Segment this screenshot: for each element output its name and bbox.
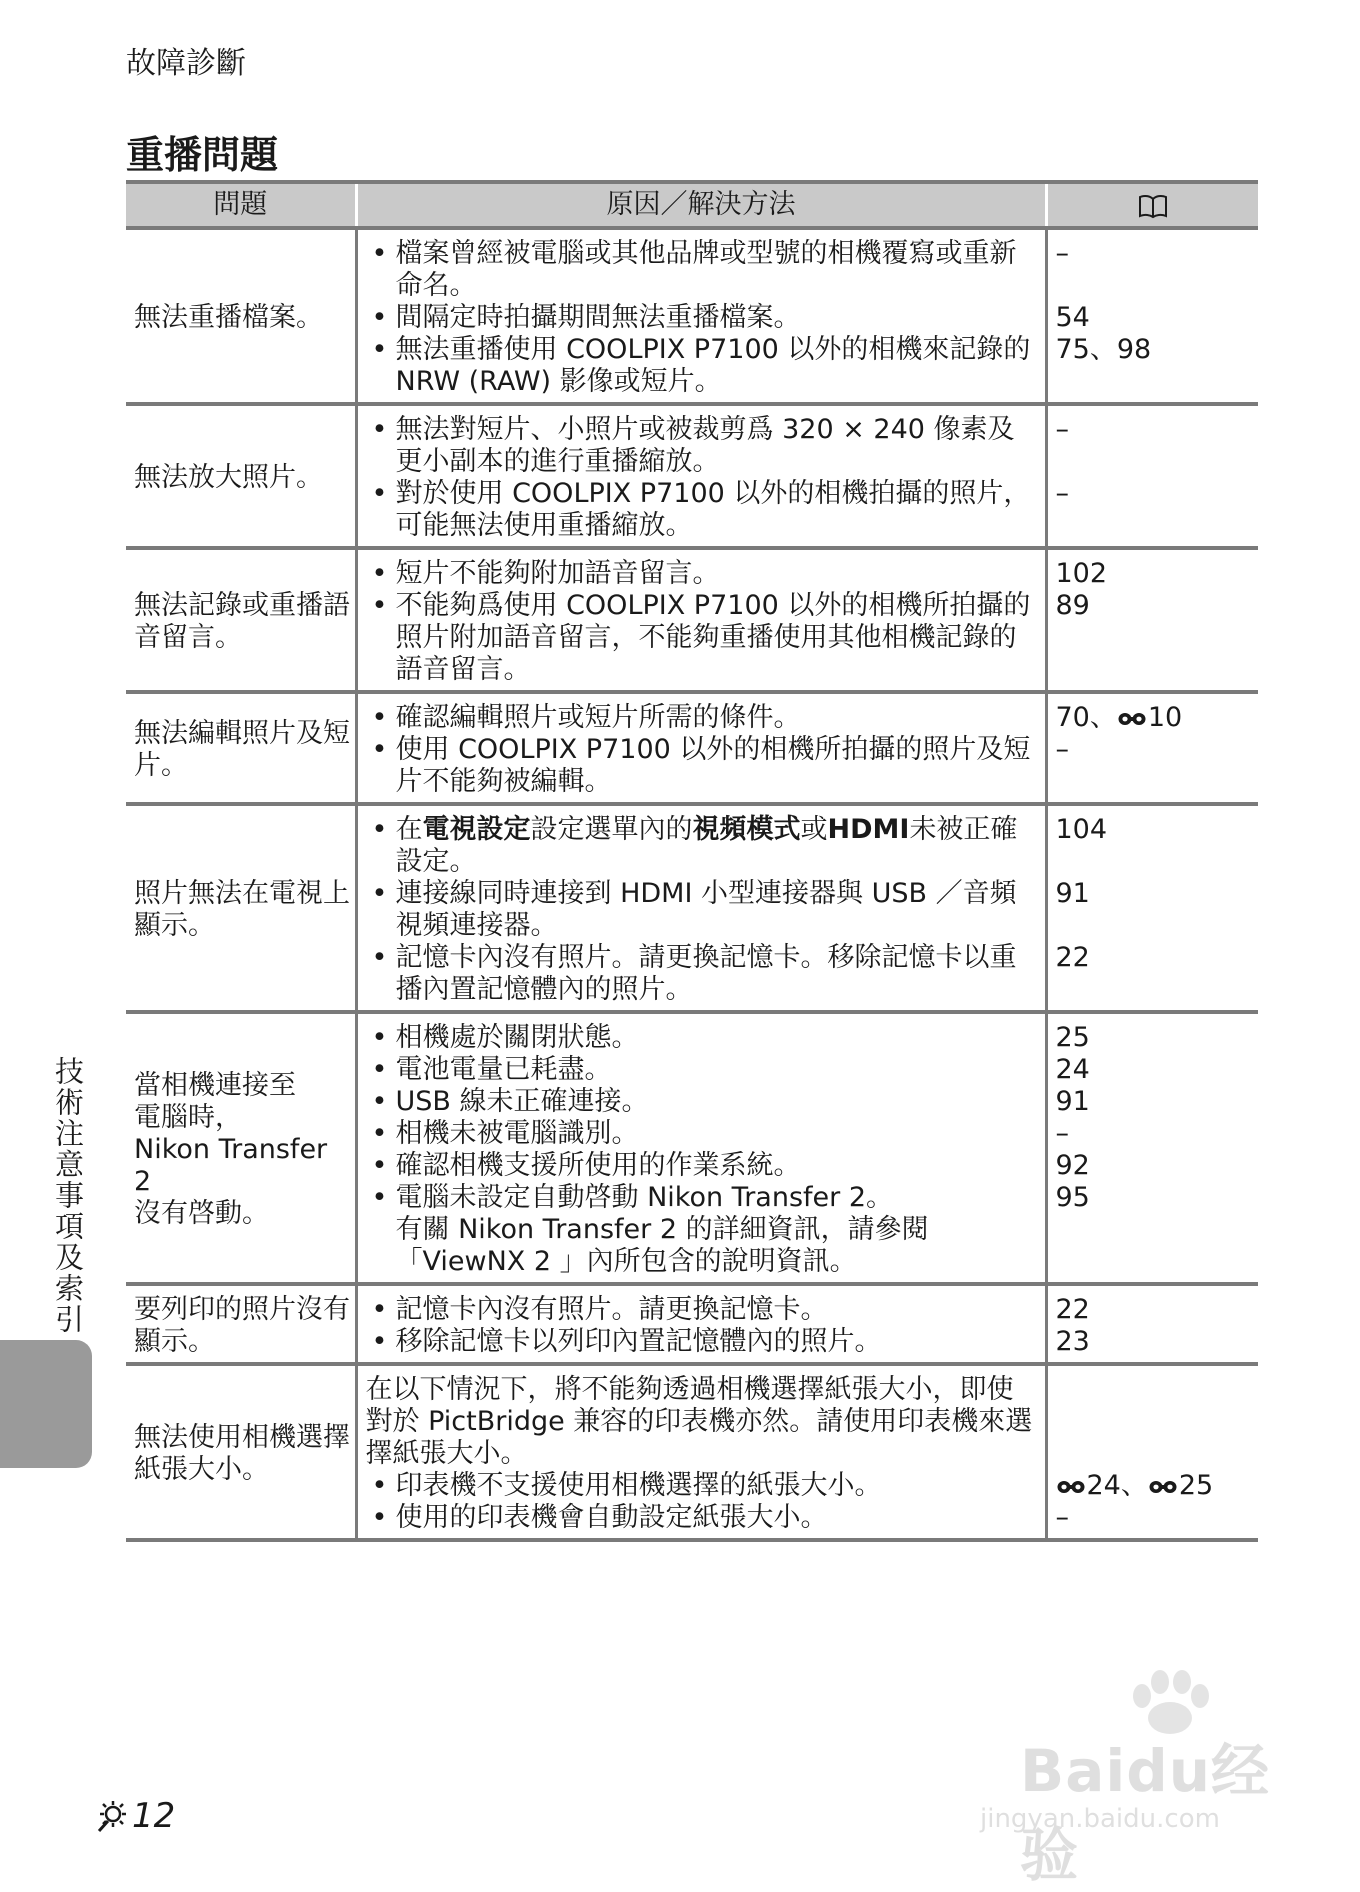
page-ref: – [1055, 478, 1069, 509]
page-ref: 102 [1055, 558, 1108, 589]
page-ref: 24、 25 [1056, 1470, 1251, 1502]
page-number: 12 [96, 1796, 175, 1836]
header-problem: 問題 [126, 182, 356, 228]
cause-item: • 相機處於關閉狀態。 [366, 1022, 1037, 1054]
problem-cell: 無法使用相機選擇紙張大小。 [126, 1364, 356, 1540]
page-ref: – [1055, 1502, 1069, 1533]
page-ref: 23 [1055, 1326, 1090, 1357]
cause-item: • 移除記憶卡以列印內置記憶體內的照片。 [366, 1326, 1037, 1358]
cause-cell [356, 804, 1046, 1012]
cause-item: • 不能夠爲使用 COOLPIX P7100 以外的相機所拍攝的照片附加語音留言，不能夠重播使用其他相機記錄的語音留言。 [366, 590, 1037, 686]
problem-cell: 無法編輯照片及短片。 [126, 692, 356, 804]
cause-item: • 檔案曾經被電腦或其他品牌或型號的相機覆寫或重新命名。 [366, 238, 1037, 302]
reference-link-icon [1148, 1478, 1178, 1496]
page-ref: 91 [1055, 878, 1090, 909]
page-ref-cell [1046, 404, 1258, 548]
table-row [126, 228, 1258, 404]
header-page [1046, 182, 1258, 228]
cause-item: • 使用 COOLPIX P7100 以外的相機所拍攝的照片及短片不能夠被編輯。 [366, 734, 1037, 798]
table-header-row [126, 182, 1258, 228]
table-row [126, 1364, 1258, 1540]
cause-item: • 記憶卡內沒有照片。請更換記憶卡。移除記憶卡以重播內置記憶體內的照片。 [366, 942, 1037, 1006]
page-ref: 75、98 [1055, 334, 1152, 365]
table-row [126, 404, 1258, 548]
cause-item: • 確認相機支援所使用的作業系統。 [366, 1150, 1037, 1182]
page-ref-cell [1046, 548, 1258, 692]
cause-item: • 使用的印表機會自動設定紙張大小。 [366, 1502, 1037, 1534]
cause-item: • USB 線未正確連接。 [366, 1086, 1037, 1118]
cause-cell [356, 404, 1046, 548]
page-ref-cell [1046, 1364, 1258, 1540]
cause-item: • 無法對短片、小照片或被裁剪爲 320 × 240 像素及更小副本的進行重播縮放。 [366, 414, 1037, 478]
cause-cell [356, 1284, 1046, 1364]
table-row [126, 1012, 1258, 1284]
watermark: Baidu经验 jingyan.baidu.com [960, 1668, 1320, 1848]
cause-item: • 連接線同時連接到 HDMI 小型連接器與 USB ／音頻視頻連接器。 [366, 878, 1037, 942]
tech-notes-icon [96, 1799, 130, 1833]
table-row [126, 548, 1258, 692]
header-cause: 原因／解決方法 [356, 182, 1046, 228]
page-ref: 25 [1055, 1022, 1090, 1053]
problem-cell: 要列印的照片沒有顯示。 [126, 1284, 356, 1364]
cause-cell [356, 1364, 1046, 1540]
page-ref: – [1055, 734, 1069, 765]
page-ref-cell [1046, 1284, 1258, 1364]
cause-item: • 記憶卡內沒有照片。請更換記憶卡。 [366, 1294, 1037, 1326]
page-ref: 92 [1055, 1150, 1090, 1181]
cause-item: • 電腦未設定自動啓動 Nikon Transfer 2。 有關 Nikon Transfer 2 的詳細資訊，請參閱 「ViewNX 2 」內所包含的說明資訊。 [366, 1182, 1037, 1278]
cause-note: 有關 Nikon Transfer 2 的詳細資訊，請參閱 「ViewNX 2 」內所包含的說明資訊。 [395, 1214, 929, 1277]
page-ref: – [1055, 414, 1069, 445]
problem-cell: 當相機連接至 電腦時， Nikon Transfer 2 沒有啓動。 [126, 1012, 356, 1284]
cause-item: • 間隔定時拍攝期間無法重播檔案。 [366, 302, 1037, 334]
page-ref: 104 [1055, 814, 1108, 845]
running-head: 故障診斷 [126, 46, 246, 81]
problem-cell: 照片無法在電視上顯示。 [126, 804, 356, 1012]
reference-link-icon [1117, 710, 1147, 728]
book-icon [1137, 193, 1169, 219]
page-ref: 24 [1055, 1054, 1090, 1085]
table-row [126, 1284, 1258, 1364]
table-row [126, 804, 1258, 1012]
side-thumb-tab [0, 1340, 92, 1468]
troubleshooting-table [126, 180, 1258, 1542]
side-section-label: 技術注意事項及索引 [51, 1056, 85, 1335]
cause-intro: 在以下情況下，將不能夠透過相機選擇紙張大小，即使對於 PictBridge 兼容的印表機亦然。請使用印表機來選擇紙張大小。 [365, 1374, 1033, 1469]
cause-item: • 電池電量已耗盡。 [366, 1054, 1037, 1086]
page-ref: – [1055, 1118, 1069, 1149]
page-ref: 95 [1055, 1182, 1090, 1213]
page-ref: 54 [1055, 302, 1090, 333]
cause-cell [356, 228, 1046, 404]
cause-cell [356, 692, 1046, 804]
page-ref: 91 [1055, 1086, 1090, 1117]
cause-cell [356, 1012, 1046, 1284]
page-ref-cell [1046, 804, 1258, 1012]
page-ref: 70、 10 [1055, 702, 1183, 733]
page-ref-cell [1046, 1012, 1258, 1284]
cause-item: • 無法重播使用 COOLPIX P7100 以外的相機來記錄的 NRW (RAW) 影像或短片。 [366, 334, 1037, 398]
page-ref: – [1055, 238, 1069, 269]
cause-item: • 相機未被電腦識別。 [366, 1118, 1037, 1150]
cause-item: • 確認編輯照片或短片所需的條件。 [366, 702, 1037, 734]
cause-item: • 對於使用 COOLPIX P7100 以外的相機拍攝的照片，可能無法使用重播縮放。 [366, 478, 1037, 542]
section-title: 重播問題 [126, 133, 279, 177]
page-ref-cell [1046, 228, 1258, 404]
reference-link-icon [1056, 1478, 1086, 1496]
problem-cell: 無法記錄或重播語音留言。 [126, 548, 356, 692]
problem-cell: 無法重播檔案。 [126, 228, 356, 404]
table-row [126, 692, 1258, 804]
page-ref-cell [1046, 692, 1258, 804]
page-ref: 89 [1055, 590, 1090, 621]
cause-item: • 印表機不支援使用相機選擇的紙張大小。 [366, 1470, 1037, 1502]
cause-cell [356, 548, 1046, 692]
page-ref: 22 [1055, 942, 1090, 973]
page-ref: 22 [1055, 1294, 1090, 1325]
cause-item: • 在電視設定設定選單內的視頻模式或HDMI未被正確設定。 [366, 814, 1037, 878]
cause-item: • 短片不能夠附加語音留言。 [366, 558, 1037, 590]
problem-cell: 無法放大照片。 [126, 404, 356, 548]
